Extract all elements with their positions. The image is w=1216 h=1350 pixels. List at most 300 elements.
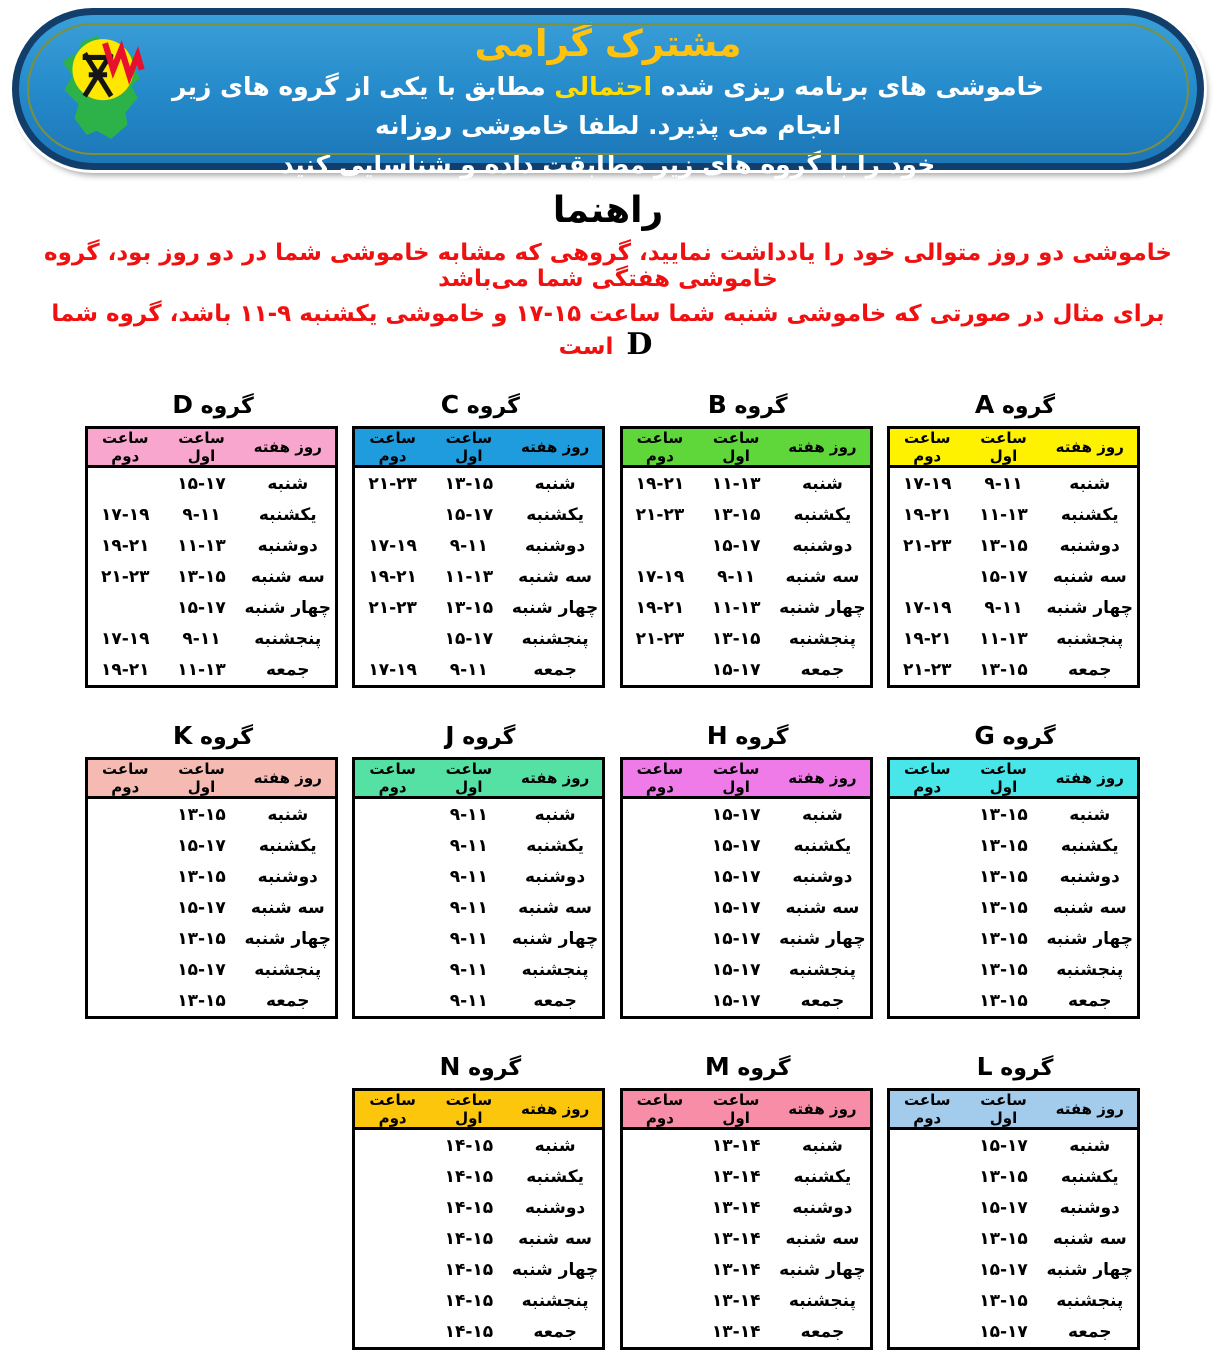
table-row bbox=[889, 561, 1139, 592]
first-hour-cell bbox=[697, 1192, 775, 1223]
first-hour-cell bbox=[965, 985, 1043, 1018]
time-range: ۲۱-۲۳ bbox=[100, 566, 150, 587]
table-header bbox=[621, 759, 871, 798]
group-letter: G bbox=[974, 721, 995, 750]
table-row bbox=[889, 985, 1139, 1018]
second-hour-cell bbox=[621, 861, 697, 892]
group-word: گروه bbox=[466, 394, 520, 419]
first-hour-cell bbox=[163, 954, 241, 985]
time-range: ۲۱-۲۳ bbox=[368, 473, 417, 494]
first-hour-cell bbox=[163, 861, 241, 892]
second-hour-cell bbox=[354, 1285, 430, 1316]
second-hour-cell bbox=[87, 623, 163, 654]
second-hour-cell bbox=[354, 467, 430, 500]
time-range: ۱۵-۱۷ bbox=[979, 1135, 1028, 1156]
table-row bbox=[354, 954, 604, 985]
second-hour-cell bbox=[889, 1161, 965, 1192]
group-letter: N bbox=[439, 1052, 461, 1081]
table-row bbox=[354, 1129, 604, 1162]
time-range: ۲۱-۲۳ bbox=[635, 628, 685, 649]
second-hour-cell bbox=[354, 1223, 430, 1254]
group-table-G bbox=[890, 721, 1140, 1019]
group-title-M bbox=[623, 1052, 873, 1081]
first-hour-cell bbox=[430, 861, 508, 892]
table-header bbox=[87, 428, 337, 467]
second-hour-cell bbox=[621, 530, 697, 561]
time-range: ۱۷-۱۹ bbox=[100, 628, 150, 649]
group-title-A bbox=[890, 390, 1140, 419]
second-hour-cell bbox=[621, 892, 697, 923]
table-header bbox=[354, 759, 604, 798]
table-row bbox=[889, 923, 1139, 954]
first-hour-cell bbox=[697, 1254, 775, 1285]
time-range: ۱۵-۱۷ bbox=[177, 473, 226, 494]
table-row-1 bbox=[88, 390, 1140, 688]
day-cell: شنبه bbox=[801, 473, 843, 494]
table-header bbox=[889, 428, 1139, 467]
table-row-3 bbox=[88, 1052, 1140, 1350]
time-range: ۱۴-۱۵ bbox=[444, 1135, 494, 1156]
time-range: ۱۷-۱۹ bbox=[635, 566, 685, 587]
time-range: ۱۱-۱۳ bbox=[979, 504, 1028, 525]
first-hour-cell bbox=[163, 892, 241, 923]
first-hour-cell bbox=[965, 561, 1043, 592]
second-hour-cell bbox=[354, 561, 430, 592]
table-row bbox=[621, 499, 871, 530]
col-second-hour: ساعت دوم bbox=[621, 759, 697, 798]
table-row bbox=[889, 1285, 1139, 1316]
day-cell: پنجشنبه bbox=[788, 628, 856, 649]
col-day-of-week: روز هفته bbox=[775, 428, 871, 467]
first-hour-cell bbox=[965, 1161, 1043, 1192]
time-range: ۱۷-۱۹ bbox=[368, 535, 417, 556]
table-row bbox=[621, 561, 871, 592]
table-row bbox=[889, 499, 1139, 530]
group-word: گروه bbox=[734, 394, 788, 419]
day-cell: چهار شنبه bbox=[244, 597, 331, 618]
day-cell: چهار شنبه bbox=[511, 928, 599, 949]
time-range: ۱۳-۱۵ bbox=[444, 473, 494, 494]
first-hour-cell bbox=[430, 830, 508, 861]
guide-title: راهنما bbox=[552, 190, 664, 231]
col-day-of-week: روز هفته bbox=[508, 1090, 604, 1129]
second-hour-cell bbox=[354, 654, 430, 687]
table-row bbox=[621, 923, 871, 954]
first-hour-cell bbox=[163, 830, 241, 861]
day-cell: چهار شنبه bbox=[1046, 928, 1133, 949]
header-banner bbox=[12, 8, 1204, 179]
col-day-of-week: روز هفته bbox=[508, 759, 604, 798]
day-cell: یکشنبه bbox=[526, 504, 584, 525]
first-hour-cell bbox=[430, 467, 508, 500]
second-hour-cell bbox=[621, 798, 697, 831]
time-range: ۹-۱۱ bbox=[449, 804, 488, 825]
day-cell: چهار شنبه bbox=[1046, 597, 1133, 618]
col-first-hour: ساعت اول bbox=[163, 759, 241, 798]
day-cell: یکشنبه bbox=[1060, 835, 1119, 856]
schedule-table-A bbox=[887, 426, 1140, 688]
table-row bbox=[87, 923, 337, 954]
day-cell: جمعه bbox=[533, 990, 577, 1011]
day-cell: شنبه bbox=[267, 473, 309, 494]
day-cell: دوشنبه bbox=[524, 866, 586, 887]
schedule-table-G bbox=[887, 757, 1140, 1019]
time-range: ۱۳-۱۵ bbox=[177, 804, 226, 825]
day-cell: دوشنبه bbox=[257, 866, 318, 887]
table-row bbox=[621, 1129, 871, 1162]
table-row bbox=[889, 467, 1139, 500]
table-row bbox=[354, 592, 604, 623]
day-cell: شنبه bbox=[534, 473, 576, 494]
time-range: ۱۳-۱۵ bbox=[979, 959, 1028, 980]
first-hour-cell bbox=[697, 561, 775, 592]
day-cell: دوشنبه bbox=[524, 1197, 586, 1218]
col-day-of-week: روز هفته bbox=[241, 428, 337, 467]
first-hour-cell bbox=[965, 654, 1043, 687]
second-hour-cell bbox=[889, 530, 965, 561]
time-range: ۱۳-۱۵ bbox=[979, 1290, 1028, 1311]
col-first-hour: ساعت اول bbox=[965, 1090, 1043, 1129]
day-cell: جمعه bbox=[265, 659, 310, 680]
time-range: ۹-۱۱ bbox=[449, 928, 488, 949]
col-day-of-week: روز هفته bbox=[1043, 428, 1139, 467]
time-range: ۱۱-۱۳ bbox=[711, 597, 761, 618]
group-table-N bbox=[355, 1052, 605, 1350]
second-hour-cell bbox=[354, 1129, 430, 1162]
day-cell: دوشنبه bbox=[1059, 866, 1120, 887]
time-range: ۱۳-۱۵ bbox=[177, 866, 226, 887]
col-day-of-week: روز هفته bbox=[775, 759, 871, 798]
second-hour-cell bbox=[889, 499, 965, 530]
table-row bbox=[889, 861, 1139, 892]
day-cell: شنبه bbox=[534, 1135, 576, 1156]
guide-line2-part4: است bbox=[558, 334, 622, 360]
table-header bbox=[621, 1090, 871, 1129]
second-hour-cell bbox=[889, 861, 965, 892]
first-hour-cell bbox=[965, 830, 1043, 861]
day-cell: دوشنبه bbox=[792, 1197, 853, 1218]
time-range: ۹-۱۱ bbox=[449, 990, 488, 1011]
table-row bbox=[889, 592, 1139, 623]
table-header-row bbox=[87, 428, 337, 467]
first-hour-cell bbox=[697, 923, 775, 954]
second-hour-cell bbox=[87, 561, 163, 592]
second-hour-cell bbox=[621, 1254, 697, 1285]
day-cell: سه شنبه bbox=[518, 1228, 593, 1249]
table-row bbox=[621, 467, 871, 500]
second-hour-cell bbox=[889, 892, 965, 923]
second-hour-cell bbox=[889, 985, 965, 1018]
time-range: ۱۵-۱۷ bbox=[177, 897, 226, 918]
table-row bbox=[621, 1285, 871, 1316]
group-table-B bbox=[623, 390, 873, 688]
time-range: ۱۳-۱۵ bbox=[177, 928, 226, 949]
second-hour-cell bbox=[889, 798, 965, 831]
day-cell: چهار شنبه bbox=[244, 928, 331, 949]
day-cell: پنجشنبه bbox=[1056, 628, 1124, 649]
group-letter: M bbox=[704, 1052, 730, 1081]
group-title-J bbox=[355, 721, 605, 750]
first-hour-cell bbox=[163, 654, 241, 687]
table-row bbox=[87, 798, 337, 831]
day-cell: جمعه bbox=[1067, 1321, 1112, 1342]
group-letter: B bbox=[707, 390, 727, 419]
col-second-hour: ساعت دوم bbox=[354, 1090, 430, 1129]
first-hour-cell bbox=[430, 798, 508, 831]
table-row bbox=[621, 1223, 871, 1254]
table-header-row bbox=[621, 428, 871, 467]
table-header-row bbox=[889, 1090, 1139, 1129]
table-row bbox=[354, 467, 604, 500]
group-word: گروه bbox=[737, 1056, 791, 1081]
table-row bbox=[621, 592, 871, 623]
time-range: ۱۵-۱۷ bbox=[444, 504, 494, 525]
table-row bbox=[354, 798, 604, 831]
second-hour-cell bbox=[889, 1254, 965, 1285]
time-range: ۱۵-۱۷ bbox=[711, 659, 761, 680]
poster-page bbox=[0, 8, 1216, 1342]
banner-text bbox=[19, 67, 1197, 184]
time-range: ۱۳-۱۴ bbox=[711, 1228, 761, 1249]
table-row bbox=[354, 861, 604, 892]
first-hour-cell bbox=[965, 1192, 1043, 1223]
banner-title: مشترک گرامی bbox=[474, 22, 742, 65]
schedule-table-M bbox=[620, 1088, 873, 1350]
time-range: ۱۳-۱۴ bbox=[711, 1290, 761, 1311]
second-hour-cell bbox=[621, 467, 697, 500]
time-range: ۱۳-۱۵ bbox=[979, 866, 1028, 887]
time-range: ۱۵-۱۷ bbox=[177, 835, 226, 856]
table-body bbox=[621, 798, 871, 1018]
day-cell: جمعه bbox=[533, 659, 577, 680]
group-word: گروه bbox=[1000, 1056, 1054, 1081]
first-hour-cell bbox=[430, 1316, 508, 1349]
first-hour-cell bbox=[163, 530, 241, 561]
first-hour-cell bbox=[965, 1316, 1043, 1349]
first-hour-cell bbox=[697, 1161, 775, 1192]
time-range: ۱۳-۱۵ bbox=[979, 990, 1028, 1011]
table-row bbox=[87, 623, 337, 654]
first-hour-cell bbox=[697, 499, 775, 530]
time-range: ۱۳-۱۴ bbox=[711, 1259, 761, 1280]
day-cell: پنجشنبه bbox=[788, 1290, 856, 1311]
day-cell: جمعه bbox=[800, 990, 845, 1011]
second-hour-cell bbox=[87, 985, 163, 1018]
second-hour-cell bbox=[889, 1285, 965, 1316]
first-hour-cell bbox=[965, 1129, 1043, 1162]
first-hour-cell bbox=[965, 954, 1043, 985]
group-title-N bbox=[355, 1052, 605, 1081]
table-row bbox=[621, 985, 871, 1018]
first-hour-cell bbox=[697, 623, 775, 654]
table-body bbox=[354, 798, 604, 1018]
group-title-B bbox=[623, 390, 873, 419]
col-second-hour: ساعت دوم bbox=[889, 1090, 965, 1129]
second-hour-cell bbox=[621, 1129, 697, 1162]
second-hour-cell bbox=[87, 592, 163, 623]
second-hour-cell bbox=[354, 1254, 430, 1285]
first-hour-cell bbox=[965, 861, 1043, 892]
time-range: ۹-۱۱ bbox=[449, 835, 488, 856]
time-range: ۱۹-۲۱ bbox=[368, 566, 417, 587]
table-row bbox=[87, 861, 337, 892]
table-row bbox=[621, 892, 871, 923]
schedule-table-J bbox=[352, 757, 605, 1019]
time-range: ۱۹-۲۱ bbox=[902, 504, 952, 525]
time-range: ۱۷-۱۹ bbox=[902, 473, 952, 494]
table-row bbox=[354, 923, 604, 954]
time-range: ۱۳-۱۵ bbox=[444, 597, 494, 618]
col-first-hour: ساعت اول bbox=[163, 428, 241, 467]
table-row bbox=[889, 530, 1139, 561]
first-hour-cell bbox=[163, 592, 241, 623]
table-body bbox=[621, 1129, 871, 1349]
col-second-hour: ساعت دوم bbox=[354, 759, 430, 798]
first-hour-cell bbox=[430, 954, 508, 985]
table-row bbox=[87, 592, 337, 623]
second-hour-cell bbox=[87, 798, 163, 831]
schedule-table-H bbox=[620, 757, 873, 1019]
day-cell: دوشنبه bbox=[792, 535, 853, 556]
time-range: ۱۹-۲۱ bbox=[635, 597, 685, 618]
table-row bbox=[889, 1161, 1139, 1192]
day-cell: سه شنبه bbox=[785, 1228, 860, 1249]
table-header bbox=[354, 428, 604, 467]
time-range: ۹-۱۱ bbox=[449, 535, 488, 556]
guide-line2-part2: و خاموشی یکشنبه bbox=[291, 301, 516, 327]
time-range: ۱۵-۱۷ bbox=[711, 804, 761, 825]
time-range: ۱۵-۱۷ bbox=[979, 1259, 1028, 1280]
day-cell: یکشنبه bbox=[526, 835, 584, 856]
day-cell: سه شنبه bbox=[518, 566, 593, 587]
first-hour-cell bbox=[965, 1254, 1043, 1285]
day-cell: جمعه bbox=[800, 659, 845, 680]
second-hour-cell bbox=[889, 1129, 965, 1162]
day-cell: جمعه bbox=[1067, 659, 1112, 680]
banner-line1-before: خاموشی های برنامه ریزی شده bbox=[652, 72, 1044, 101]
second-hour-cell bbox=[87, 654, 163, 687]
table-row bbox=[621, 1161, 871, 1192]
day-cell: یکشنبه bbox=[258, 835, 317, 856]
second-hour-cell bbox=[354, 830, 430, 861]
col-day-of-week: روز هفته bbox=[241, 759, 337, 798]
second-hour-cell bbox=[621, 623, 697, 654]
col-first-hour: ساعت اول bbox=[697, 759, 775, 798]
second-hour-cell bbox=[354, 623, 430, 654]
day-cell: یکشنبه bbox=[258, 504, 317, 525]
first-hour-cell bbox=[430, 592, 508, 623]
time-range: ۱۳-۱۵ bbox=[979, 1228, 1028, 1249]
group-title-L bbox=[890, 1052, 1140, 1081]
table-row bbox=[354, 830, 604, 861]
time-range: ۱۴-۱۵ bbox=[444, 1321, 494, 1342]
first-hour-cell bbox=[163, 923, 241, 954]
table-row bbox=[889, 1129, 1139, 1162]
second-hour-cell bbox=[354, 798, 430, 831]
time-range: ۱۳-۱۴ bbox=[711, 1135, 761, 1156]
col-second-hour: ساعت دوم bbox=[354, 428, 430, 467]
first-hour-cell bbox=[430, 923, 508, 954]
col-first-hour: ساعت اول bbox=[697, 1090, 775, 1129]
first-hour-cell bbox=[430, 1285, 508, 1316]
day-cell: یکشنبه bbox=[1060, 504, 1119, 525]
group-table-D bbox=[88, 390, 338, 688]
time-range: ۲۱-۲۳ bbox=[902, 535, 952, 556]
table-row bbox=[354, 1161, 604, 1192]
day-cell: چهار شنبه bbox=[779, 1259, 866, 1280]
group-title-C bbox=[355, 390, 605, 419]
schedule-tables bbox=[88, 390, 1140, 1350]
first-hour-cell bbox=[430, 1254, 508, 1285]
time-range: ۱۳-۱۵ bbox=[979, 659, 1028, 680]
time-range: ۲۱-۲۳ bbox=[635, 504, 685, 525]
schedule-table-C bbox=[352, 426, 605, 688]
first-hour-cell bbox=[697, 1129, 775, 1162]
day-cell: پنجشنبه bbox=[254, 959, 322, 980]
first-hour-cell bbox=[697, 1316, 775, 1349]
time-range: ۱۷-۱۹ bbox=[902, 597, 952, 618]
guide-line2-time1: ۱۷-۱۵ bbox=[515, 301, 582, 327]
time-range: ۹-۱۱ bbox=[449, 897, 488, 918]
day-cell: شنبه bbox=[1069, 804, 1111, 825]
time-range: ۱۱-۱۳ bbox=[177, 535, 226, 556]
second-hour-cell bbox=[87, 467, 163, 500]
day-cell: پنجشنبه bbox=[788, 959, 856, 980]
table-row bbox=[889, 1223, 1139, 1254]
guide-group-letter: D bbox=[626, 327, 653, 362]
day-cell: چهار شنبه bbox=[511, 1259, 599, 1280]
col-day-of-week: روز هفته bbox=[508, 428, 604, 467]
second-hour-cell bbox=[354, 861, 430, 892]
group-letter: D bbox=[172, 390, 193, 419]
first-hour-cell bbox=[163, 467, 241, 500]
time-range: ۱۳-۱۵ bbox=[979, 928, 1028, 949]
time-range: ۲۱-۲۳ bbox=[368, 597, 417, 618]
guide-line2-part3: باشد، گروه شما bbox=[51, 301, 240, 327]
second-hour-cell bbox=[354, 923, 430, 954]
time-range: ۱۵-۱۷ bbox=[177, 959, 226, 980]
time-range: ۹-۱۱ bbox=[449, 959, 488, 980]
day-cell: سه شنبه bbox=[250, 897, 325, 918]
table-row bbox=[354, 892, 604, 923]
day-cell: چهار شنبه bbox=[779, 597, 866, 618]
table-header-row bbox=[621, 1090, 871, 1129]
day-cell: دوشنبه bbox=[1059, 535, 1120, 556]
banner-line1-after: مطابق با یکی از گروه های زیر انجام می پذیرد. لطفا خاموشی روزانه bbox=[172, 72, 842, 140]
time-range: ۱۳-۱۵ bbox=[711, 504, 761, 525]
guide-line1: خاموشی دو روز متوالی خود را یادداشت نمایید، گروهی که مشابه خاموشی شما در دو روز بود، گروه خاموشی هفتگی شما می‌باشد bbox=[44, 240, 1172, 292]
time-range: ۱۳-۱۵ bbox=[979, 804, 1028, 825]
day-cell: یکشنبه bbox=[793, 835, 852, 856]
table-row bbox=[354, 623, 604, 654]
first-hour-cell bbox=[697, 830, 775, 861]
day-cell: سه شنبه bbox=[1052, 897, 1127, 918]
first-hour-cell bbox=[430, 892, 508, 923]
table-body bbox=[87, 798, 337, 1018]
table-row bbox=[621, 954, 871, 985]
day-cell: دوشنبه bbox=[792, 866, 853, 887]
table-header-row bbox=[354, 428, 604, 467]
table-row bbox=[621, 1192, 871, 1223]
second-hour-cell bbox=[621, 1161, 697, 1192]
table-row bbox=[87, 985, 337, 1018]
group-letter: L bbox=[976, 1052, 993, 1081]
first-hour-cell bbox=[697, 798, 775, 831]
day-cell: جمعه bbox=[800, 1321, 845, 1342]
day-cell: دوشنبه bbox=[1059, 1197, 1120, 1218]
day-cell: دوشنبه bbox=[524, 535, 586, 556]
group-word: گروه bbox=[1002, 725, 1056, 750]
